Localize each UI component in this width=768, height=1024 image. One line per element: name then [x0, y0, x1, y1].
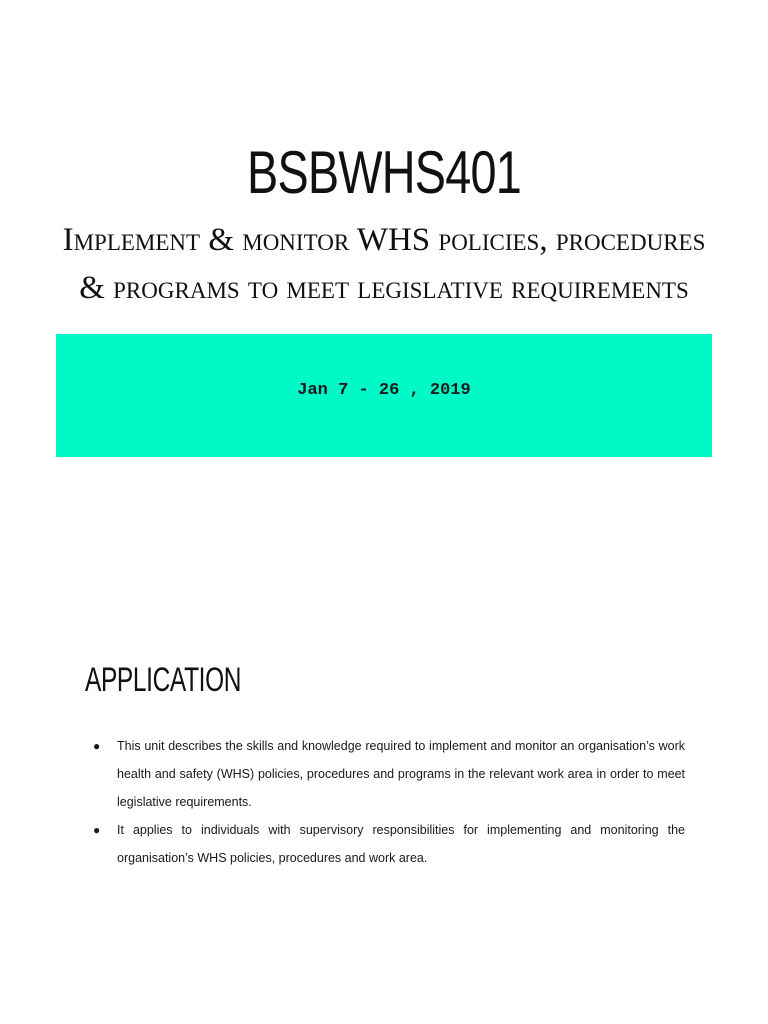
list-item	[85, 816, 685, 872]
section-heading-application: APPLICATION	[85, 661, 242, 699]
bullet-icon: ●	[93, 739, 101, 753]
application-bullet-list	[85, 732, 685, 872]
bullet-icon: ●	[93, 823, 101, 837]
unit-title: Implement & monitor WHS policies, procedures & programs to meet legislative requirements	[62, 222, 706, 306]
bullet-text: This unit describes the skills and knowledge required to implement and monitor an organisation’s work health and safety (WHS) policies, procedures and programs in the relevant work area in order to meet legislative requirements.	[117, 739, 685, 809]
date-range: Jan 7 - 26 , 2019	[297, 381, 471, 400]
bullet-text: It applies to individuals with supervisory responsibilities for implementing and monitoring the organisation’s WHS policies, procedures and work area.	[117, 823, 685, 865]
unit-code-title: BSBWHS401	[247, 139, 521, 206]
list-item	[85, 732, 685, 816]
